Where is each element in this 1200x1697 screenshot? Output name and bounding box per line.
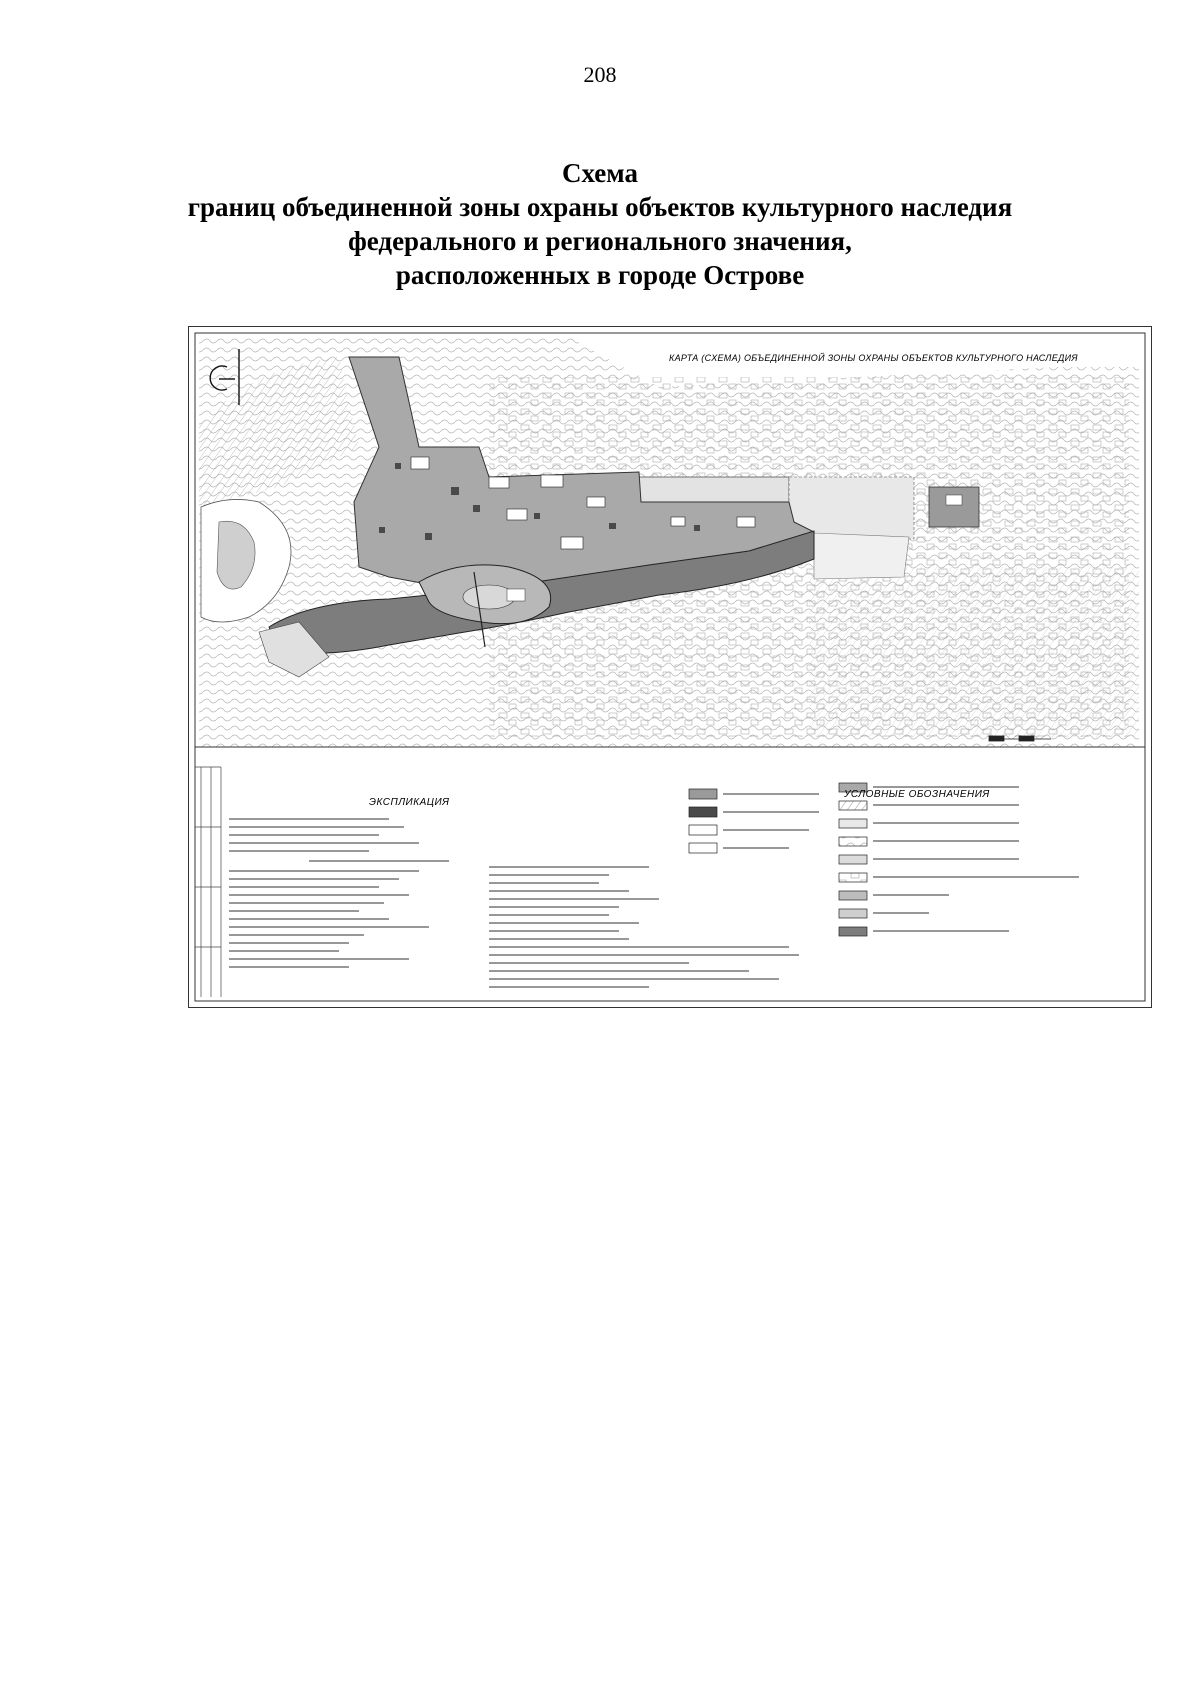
title-line-3: федерального и регионального значения,: [348, 226, 852, 256]
zone-east-block: [929, 487, 979, 527]
map-heading: КАРТА (СХЕМА) ОБЪЕДИНЕННОЙ ЗОНЫ ОХРАНЫ ОБЪЕКТОВ КУЛЬТУРНОГО НАСЛЕДИЯ: [669, 353, 1078, 363]
title-line-1: Схема: [561, 158, 639, 188]
page-number: 208: [583, 62, 617, 87]
title-line-2: границ объединенной зоны охраны объектов культурного наследия: [187, 192, 1013, 222]
document-title: [0, 156, 1200, 292]
map-sheet: [188, 326, 1152, 1008]
explication-title: ЭКСПЛИКАЦИЯ: [369, 797, 450, 808]
legend-title: УСЛОВНЫЕ ОБОЗНАЧЕНИЯ: [844, 789, 990, 800]
title-line-4: расположенных в городе Острове: [395, 260, 805, 290]
map-drawing: [189, 327, 1151, 1007]
